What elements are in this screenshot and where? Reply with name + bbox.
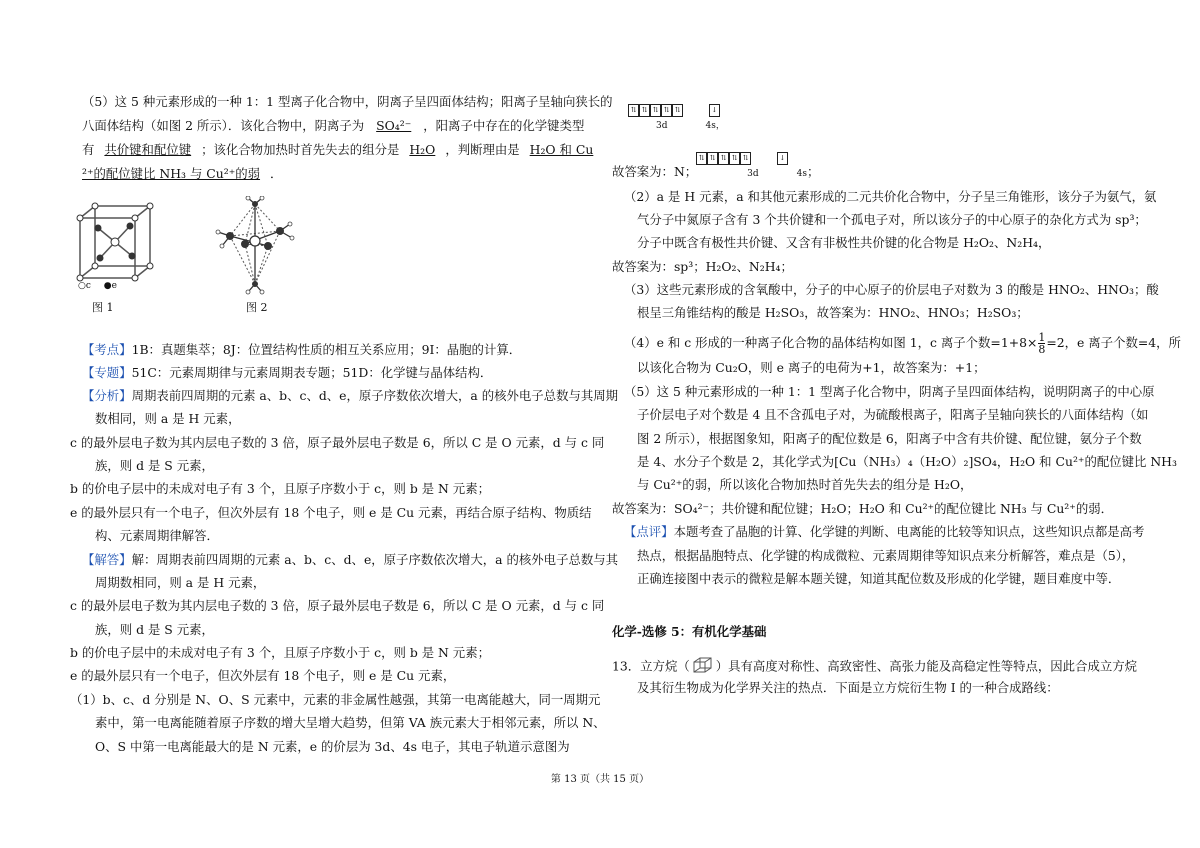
legend-c: ○c: [78, 281, 91, 291]
text-line: [70, 142, 593, 158]
orbital-diagram-1: [628, 100, 720, 117]
text-line: 正确连接图中表示的微粒是解本题关键，知道其配位数及形成的化学键，题目难度中等．: [637, 571, 1121, 586]
orbital-box: ⇅: [628, 104, 639, 117]
kaodian-tag: 【考点】: [82, 342, 132, 357]
orbital-label-4s: 4s: [705, 121, 716, 131]
answer-n: 故答案为：N；: [612, 164, 698, 179]
text-line: 构、元素周期律解答．: [95, 528, 219, 543]
text-line: [70, 388, 618, 404]
text-line: [612, 332, 1181, 355]
jieda-text: 解：周期表前四周期的元素 a、b、c、d、e，原子序数依次增大，a 的核外电子总数与其: [131, 552, 619, 567]
text-line: 以该化合物为 Cu₂O，则 e 离子的电荷为+1，故答案为：+1；: [637, 360, 986, 375]
answer-component: H₂O: [409, 142, 436, 157]
text-fragment: =2，e 离子个数=4，所: [1046, 335, 1181, 350]
text-line: b 的价电子层中的未成对电子有 3 个，且原子序数小于 c，则 b 是 N 元素；: [70, 481, 490, 496]
text-line: （5）这 5 种元素形成的一种 1：1 型离子化合物中，阴离子呈四面体结构，说明阴离子的中心原: [624, 384, 1155, 399]
text-fragment: ，判断理由是: [445, 142, 520, 157]
text-fragment: 有: [82, 142, 95, 157]
text-fragment: （4）e 和 c 形成的一种离子化合物的晶体结构如图 1，c 离子个数=1+8×: [624, 335, 1038, 350]
orbital-box: ⇅: [661, 104, 672, 117]
orbital-diagram-2: [696, 148, 788, 165]
text-line: 根呈三角锥结构的酸是 H₂SO₃，故答案为：HNO₂、HNO₃；H₂SO₃；: [637, 305, 1029, 320]
text-line: c 的最外层电子数为其内层电子数的 3 倍，原子最外层电子数是 6，所以 C 是 O 元素，d 与 c 同: [70, 435, 605, 450]
text-line: 周期数相同，则 a 是 H 元素，: [95, 575, 266, 590]
text-line: [70, 342, 521, 358]
text-line: 图 2 所示），根据图象知，阳离子的配位数是 6，阳离子中含有共价键、配位键，氨分子个数: [637, 431, 1142, 446]
orbital-box: ⇅: [672, 104, 683, 117]
text-line: 是 4、水分子个数是 2，其化学式为[Cu（NH₃）₄（H₂O）₂]SO₄，H₂O 和 Cu²⁺的配位键比 NH₃: [637, 454, 1177, 469]
orbital-box: ⇅: [639, 104, 650, 117]
text-fragment: ；该化合物加热时首先失去的组分是: [201, 142, 400, 157]
kaodian-text: 1B：真题集萃；8J：位置结构性质的相互关系应用；9I：晶胞的计算．: [131, 342, 522, 357]
fraction: [1038, 332, 1045, 355]
text-fragment: ．: [270, 166, 283, 181]
text-line: 故答案为：SO₄²⁻；共价键和配位键；H₂O；H₂O 和 Cu²⁺的配位键比 NH₃ 与 Cu²⁺的弱．: [612, 501, 1113, 516]
text-line: [612, 164, 819, 182]
fraction-denominator: 8: [1038, 343, 1046, 356]
text-line: c 的最外层电子数为其内层电子数的 3 倍，原子最外层电子数是 6，所以 C 是 O 元素，d 与 c 同: [70, 598, 605, 613]
orbital-box: ⇅: [707, 152, 718, 165]
section-title: 化学-选修 5：有机化学基础: [612, 624, 767, 639]
text-line: 子价层电子对个数是 4 且不含孤电子对，为硫酸根离子，阳离子呈轴向狭长的八面体结构（如: [637, 407, 1149, 422]
figure-2-caption: 图 2: [246, 301, 268, 314]
text-line: b 的价电子层中的未成对电子有 3 个，且原子序数小于 c，则 b 是 N 元素；: [70, 645, 490, 660]
orbital-box: ⇅: [740, 152, 751, 165]
dianping-tag: 【点评】: [624, 524, 674, 539]
dianping-text: 本题考查了晶胞的计算、化学键的判断、电离能的比较等知识点，这些知识点都是高考: [673, 524, 1145, 539]
legend-e: ●e: [103, 281, 117, 291]
figure-1-caption: 图 1: [92, 301, 114, 314]
figure-1-crystal-cell: [70, 196, 160, 316]
orbital-punct: ，: [715, 121, 725, 131]
orbital-box: ⇅: [729, 152, 740, 165]
fraction-numerator: 1: [1038, 331, 1046, 344]
text-line: [612, 524, 1144, 540]
jieda-tag: 【解答】: [82, 552, 132, 567]
figure-1-svg: [70, 196, 160, 316]
text-line: 族，则 d 是 S 元素，: [95, 458, 214, 473]
text-line: 族，则 d 是 S 元素，: [95, 622, 214, 637]
orbital-label-3d: 3d: [747, 169, 759, 179]
figure-2-svg: [210, 196, 300, 296]
text-line: 数相同，则 a 是 H 元素，: [95, 411, 241, 426]
text-line: 与 Cu²⁺的弱，所以该化合物加热时首先失去的组分是 H₂O，: [637, 477, 973, 492]
orbital-box: ⇅: [718, 152, 729, 165]
orbital-box: ↓: [709, 104, 720, 117]
zhuanti-tag: 【专题】: [82, 365, 132, 380]
text-line: （1）b、c、d 分别是 N、O、S 元素中，元素的非金属性越强，其第一电离能越大，同一周期元: [70, 692, 601, 707]
page-footer: 第 13 页（共 15 页）: [550, 774, 650, 785]
answer-reason-cont: ²⁺的配位键比 NH₃ 与 Cu²⁺的弱: [82, 166, 261, 181]
text-line: [612, 656, 1137, 678]
text-line: （3）这些元素形成的含氧酸中，分子的中心原子的价层电子对数为 3 的酸是 HNO₂、HNO₃；酸: [624, 282, 1159, 297]
text-line: 及其衍生物成为化学界关注的热点．下面是立方烷衍生物 I 的一种合成路线：: [637, 680, 1059, 695]
text-line: （2）a 是 H 元素，a 和其他元素形成的二元共价化合物中，分子呈三角锥形，该分子为氨气，氨: [624, 189, 1157, 204]
orbital-box: ⇅: [650, 104, 661, 117]
text-line: 热点，根据晶胞特点、化学键的构成微粒、元素周期律等知识点来分析解答，难点是（5），: [637, 548, 1135, 563]
orbital-punct: ；: [807, 164, 820, 179]
answer-bond-types: 共价键和配位键: [104, 142, 192, 157]
orbital-box: ↓: [777, 152, 788, 165]
text-line: 故答案为：sp³；H₂O₂、N₂H₄；: [612, 259, 793, 274]
text-line: e 的最外层只有一个电子，但次外层有 18 个电子，则 e 是 Cu 元素，再结合原子结构、物质结: [70, 505, 592, 520]
text-line: [70, 166, 282, 182]
text-line: [70, 118, 584, 134]
text-line: [70, 365, 492, 381]
text-fragment: 13．立方烷（: [612, 658, 690, 674]
text-line: 分子中既含有极性共价键、又含有非极性共价键的化合物是 H₂O₂、N₂H₄，: [637, 235, 1051, 250]
text-line: O、S 中第一电离能最大的是 N 元素，e 的价层为 3d、4s 电子，其电子轨道示意图为: [95, 739, 570, 754]
answer-anion: SO₄²⁻: [376, 118, 412, 133]
text-line: （5）这 5 种元素形成的一种 1：1 型离子化合物中，阴离子呈四面体结构；阳离子呈轴向狭长的: [82, 94, 613, 109]
answer-reason: H₂O 和 Cu: [529, 142, 594, 157]
zhuanti-text: 51C：元素周期律与元素周期表专题；51D：化学键与晶体结构．: [131, 365, 493, 380]
text-fragment: ，阳离子中存在的化学键类型: [423, 118, 585, 133]
orbital-box: ⇅: [696, 152, 707, 165]
text-line: e 的最外层只有一个电子，但次外层有 18 个电子，则 e 是 Cu 元素，: [70, 668, 456, 683]
figure-2-complex-ion: [210, 196, 300, 316]
text-line: [70, 552, 618, 568]
text-line: 气分子中氮原子含有 3 个共价键和一个孤电子对，所以该分子的中心原子的杂化方式为 sp³；: [637, 212, 1147, 227]
text-line: 素中，第一电离能随着原子序数的增大呈增大趋势，但第 VA 族元素大于相邻元素，所以 N、: [95, 715, 606, 730]
cubane-icon: [692, 656, 714, 678]
orbital-label-3d: 3d: [656, 121, 668, 131]
fenxi-text: 周期表前四周期的元素 a、b、c、d、e，原子序数依次增大，a 的核外电子总数与其周期: [131, 388, 619, 403]
fenxi-tag: 【分析】: [82, 388, 132, 403]
orbital-label-4s: 4s: [796, 169, 807, 179]
text-fragment: ）具有高度对称性、高致密性、高张力能及高稳定性等特点，因此合成立方烷: [715, 658, 1138, 674]
text-fragment: 八面体结构（如图 2 所示）．该化合物中，阴离子为: [82, 118, 365, 133]
orbital-label: [656, 118, 725, 134]
